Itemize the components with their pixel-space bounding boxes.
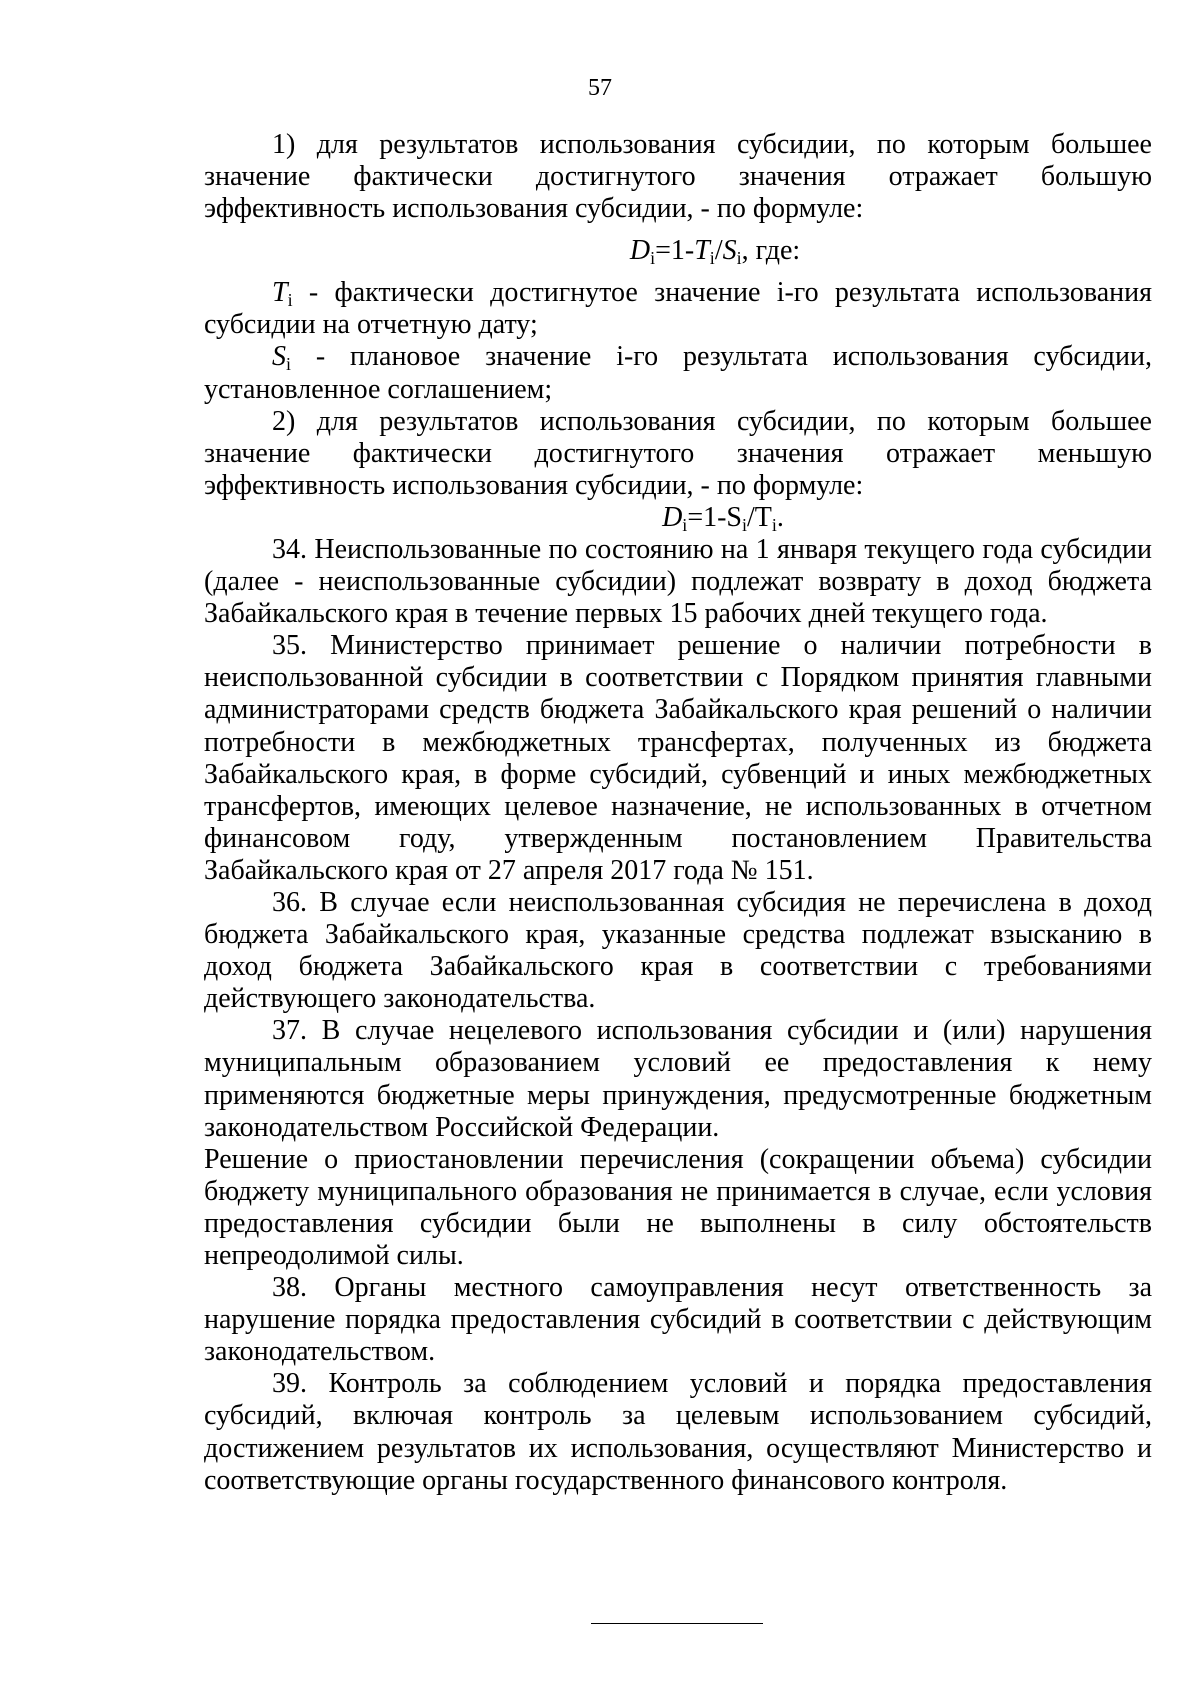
- formula-2-sub-2: i: [742, 514, 748, 535]
- paragraph-34: 34. Неиспользованные по состоянию на 1 января текущего года субсидии (далее - неиспользованные субсидии) подлежат возврату в доход бюджета Забайкальского края в течение первых 15 рабочих дней текущего года.: [204, 533, 1152, 630]
- formula-1-d: D: [629, 235, 651, 267]
- paragraph-39: 39. Контроль за соблюдением условий и порядка предоставления субсидий, включая контроль за целевым использованием субсидий, достижением результатов их использования, осуществляют Министерство и соответствующие органы государственного финансового контроля.: [204, 1368, 1152, 1496]
- formula-1-sub-1: i: [650, 248, 656, 269]
- paragraph-35: 35. Министерство принимает решение о наличии потребности в неиспользованной субсидии в соответствии с Порядком принятия главными администраторами средств бюджета Забайкальского края решений о наличии потребности в межбюджетных трансфертах, полученных из бюджета Забайкальского края, в форме субсидий, субвенций и иных межбюджетных трансфертов, имеющих целевое назначение, не использованных в отчетном финансовом году, утвержденным постановлением Правительства Забайкальского края от 27 апреля 2017 года № 151.: [204, 630, 1152, 886]
- paragraph-37-continuation: Решение о приостановлении перечисления (сокращении объема) субсидии бюджету муниципального образования не принимается в случае, если условия предоставления субсидии были не выполнены в силу обстоятельств непреодолимой силы.: [204, 1143, 1152, 1271]
- formula-2: [204, 502, 1152, 534]
- paragraph-2: 2) для результатов использования субсидии, по которым большее значение фактически достигнутого значения отражает меньшую эффективность использования субсидии, - по формуле:: [204, 405, 1152, 501]
- formula-2-eq: =1-S: [687, 501, 742, 533]
- page-number: 57: [588, 75, 612, 101]
- definition-t-text: - фактически достигнутое значение i-го результата использования субсидии на отчетную дату;: [204, 277, 1152, 341]
- formula-1-t: T: [694, 235, 710, 267]
- formula-2-d: D: [662, 501, 683, 533]
- formula-1-tail: , где:: [741, 235, 801, 267]
- definition-s-text: - плановое значение i-го результата использования субсидии, установленное соглашением;: [204, 341, 1152, 405]
- formula-2-sub-1: i: [682, 514, 688, 535]
- paragraph-36: 36. В случае если неиспользованная субсидия не перечислена в доход бюджета Забайкальского края, указанные средства подлежат взысканию в доход бюджета Забайкальского края в соответствии с требованиями действующего законодательства.: [204, 886, 1152, 1015]
- definition-t-sub: i: [287, 290, 293, 311]
- formula-2-slash: /T: [747, 501, 772, 533]
- formula-1-sub-2: i: [709, 248, 715, 269]
- formula-2-tail: .: [776, 501, 784, 533]
- definition-t-symbol: T: [272, 277, 288, 309]
- definition-s-sub: i: [286, 354, 292, 375]
- footer-divider: [591, 1623, 763, 1624]
- definition-t: [204, 277, 1152, 341]
- formula-1-eq: =1-: [655, 235, 695, 267]
- paragraph-38: 38. Органы местного самоуправления несут ответственность за нарушение порядка предоставления субсидий в соответствии с действующим законодательством.: [204, 1272, 1152, 1368]
- paragraph-1: 1) для результатов использования субсидии, по которым большее значение фактически достигнутого значения отражает большую эффективность использования субсидии, - по формуле:: [204, 129, 1152, 225]
- definition-s: [204, 341, 1152, 405]
- paragraph-37: 37. В случае нецелевого использования субсидии и (или) нарушения муниципальным образованием условий ее предоставления к нему применяются бюджетные меры принуждения, предусмотренные бюджетным законодательством Российской Федерации.: [204, 1015, 1152, 1143]
- formula-1: [204, 231, 1152, 271]
- formula-2-sub-3: i: [771, 514, 777, 535]
- formula-1-slash: /: [714, 235, 723, 267]
- document-body: [204, 129, 1152, 1497]
- definition-s-symbol: S: [272, 341, 286, 373]
- formula-1-s: S: [722, 235, 737, 267]
- formula-1-sub-3: i: [736, 248, 742, 269]
